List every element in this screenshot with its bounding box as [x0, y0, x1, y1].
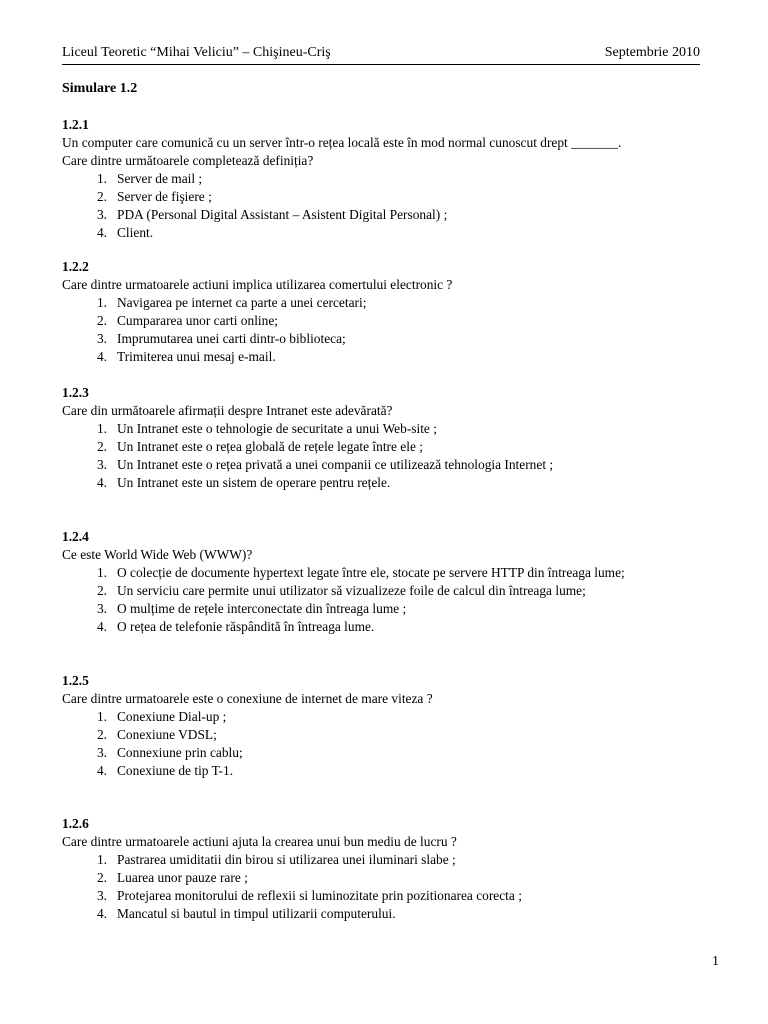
option-item: 1. Conexiune Dial-up ; — [96, 709, 227, 724]
option-item: 4. Client. — [96, 225, 154, 240]
question-number: 1.2.6 — [62, 816, 89, 831]
option-item: 2. Conexiune VDSL; — [96, 727, 217, 742]
option-item: 4. Trimiterea unui mesaj e-mail. — [96, 349, 276, 364]
options-list — [62, 851, 712, 923]
question-text: Care dintre urmatoarele este o conexiune de internet de mare viteza ? — [62, 691, 433, 706]
option-item: 2. Un Intranet este o rețea globală de rețele legate între ele ; — [96, 439, 423, 454]
options-list — [62, 420, 712, 492]
question-number: 1.2.3 — [62, 385, 89, 400]
option-item: 2. Un serviciu care permite unui utilizator să vizualizeze foile de calcul din întreaga lume; — [96, 583, 586, 598]
question-1-2-6 — [62, 815, 712, 923]
option-item: 4. Conexiune de tip T-1. — [96, 763, 234, 778]
question-text: Un computer care comunică cu un server într-o rețea locală este în mod normal cunoscut drept _______. — [62, 135, 622, 150]
question-text: Ce este World Wide Web (WWW)? — [62, 547, 253, 562]
question-text: Care dintre următoarele completează definiția? — [62, 153, 314, 168]
page-number: 1 — [712, 954, 719, 969]
question-number: 1.2.1 — [62, 117, 89, 132]
question-text: Care din următoarele afirmații despre Intranet este adevărată? — [62, 403, 393, 418]
option-item: 2. Luarea unor pauze rare ; — [96, 870, 248, 885]
option-item: 1. O colecție de documente hypertext legate între ele, stocate pe servere HTTP din întreaga lume; — [96, 565, 625, 580]
option-item: 4. Mancatul si bautul in timpul utilizarii computerului. — [96, 906, 396, 921]
options-list — [62, 170, 712, 242]
page-title: Simulare 1.2 — [62, 81, 138, 96]
question-1-2-1 — [62, 116, 712, 242]
question-1-2-3 — [62, 384, 712, 492]
option-item: 1. Navigarea pe internet ca parte a unei cercetari; — [96, 295, 367, 310]
option-item: 1. Server de mail ; — [96, 171, 203, 186]
option-item: 3. Un Intranet este o rețea privată a unei companii ce utilizează tehnologia Internet ; — [96, 457, 554, 472]
question-text: Care dintre urmatoarele actiuni implica utilizarea comertului electronic ? — [62, 277, 453, 292]
question-number: 1.2.5 — [62, 673, 89, 688]
question-number: 1.2.2 — [62, 259, 89, 274]
option-item: 2. Cumpararea unor carti online; — [96, 313, 278, 328]
options-list — [62, 708, 712, 780]
option-item: 1. Un Intranet este o tehnologie de securitate a unui Web-site ; — [96, 421, 437, 436]
option-item: 2. Server de fişiere ; — [96, 189, 212, 204]
header-school: Liceul Teoretic “Mihai Veliciu” – Chişineu-Criş — [62, 45, 331, 60]
question-1-2-5 — [62, 672, 712, 780]
option-item: 4. O rețea de telefonie răspândită în întreaga lume. — [96, 619, 375, 634]
question-number: 1.2.4 — [62, 529, 89, 544]
option-item: 3. O mulțime de rețele interconectate din întreaga lume ; — [96, 601, 407, 616]
option-item: 3. Protejarea monitorului de reflexii si luminozitate prin pozitionarea corecta ; — [96, 888, 522, 903]
option-item: 1. Pastrarea umiditatii din birou si utilizarea unei iluminari slabe ; — [96, 852, 456, 867]
option-item: 4. Un Intranet este un sistem de operare pentru rețele. — [96, 475, 391, 490]
options-list — [62, 564, 712, 636]
question-1-2-2 — [62, 258, 712, 366]
header-date: Septembrie 2010 — [604, 45, 700, 60]
question-1-2-4 — [62, 528, 712, 636]
page-header — [62, 44, 700, 65]
option-item: 3. Connexiune prin cablu; — [96, 745, 243, 760]
question-text: Care dintre urmatoarele actiuni ajuta la crearea unui bun mediu de lucru ? — [62, 834, 457, 849]
options-list — [62, 294, 712, 366]
option-item: 3. Imprumutarea unei carti dintr-o biblioteca; — [96, 331, 346, 346]
option-item: 3. PDA (Personal Digital Assistant – Asistent Digital Personal) ; — [96, 207, 448, 222]
